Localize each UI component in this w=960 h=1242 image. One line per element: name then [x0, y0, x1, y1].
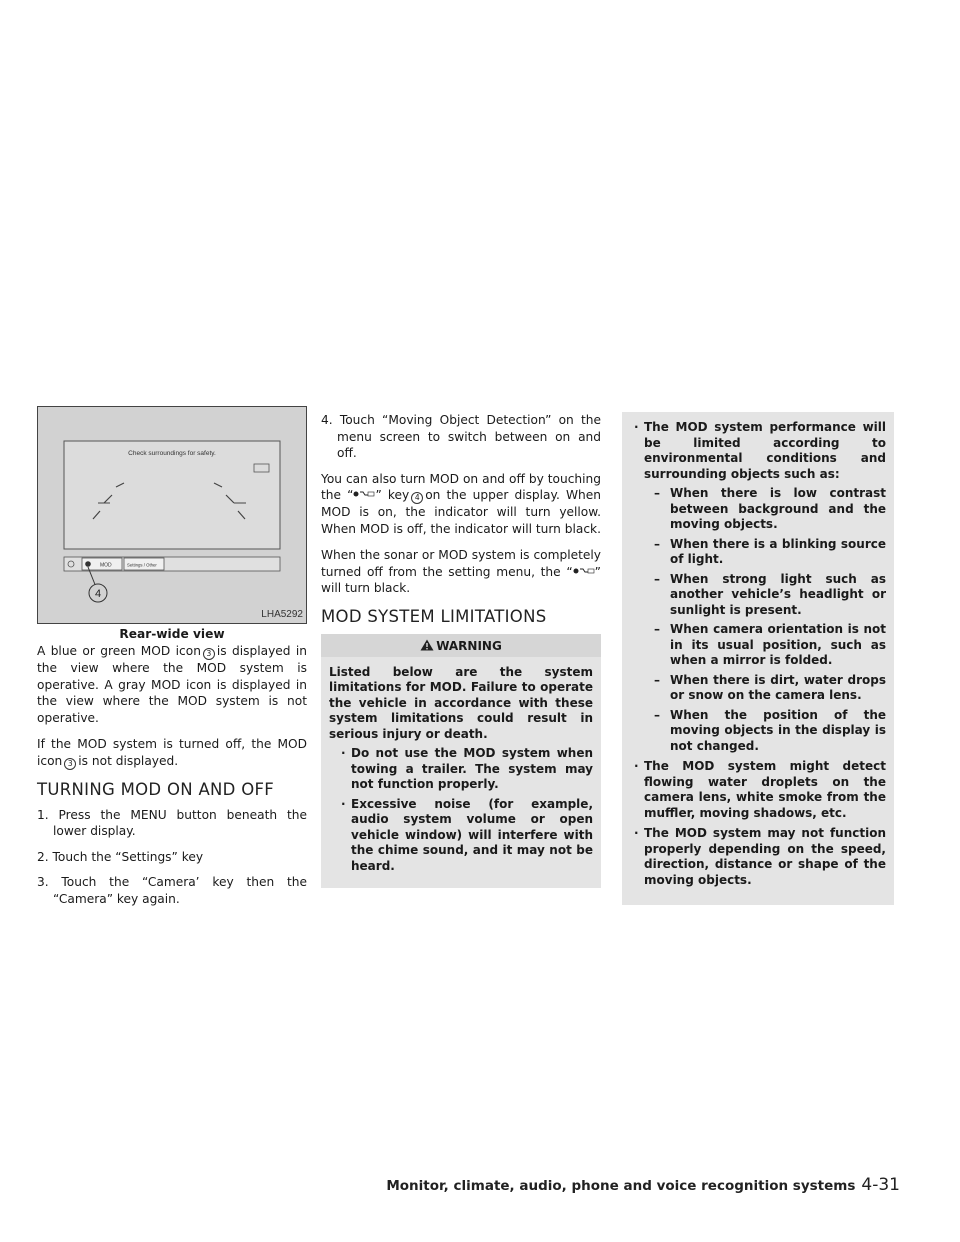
mod-key-paragraph: You can also turn MOD on and off by touching the “ ” key 4 on the upper display. When MOD is on, the indicator will turn yellow. When MOD is off, the indicator will turn black. — [321, 471, 601, 536]
section-heading-turning-mod: TURNING MOD ON AND OFF — [37, 779, 275, 799]
other-button-label: Settings / Other — [127, 562, 157, 568]
callout-3-icon: 3 — [64, 758, 76, 770]
step-2: 2. Touch the “Settings” key — [37, 849, 204, 864]
condition-item: – When the position of the moving objects in the display is not changed. — [654, 707, 886, 753]
conditions-list — [644, 486, 886, 754]
steps-list-continued — [321, 412, 601, 462]
steps-list — [37, 807, 307, 908]
right-column — [622, 412, 894, 905]
warning-icon — [420, 639, 434, 651]
figure-label: LHA5292 — [261, 609, 303, 620]
limitation-bullet: · The MOD system performance will be limited according to environmental conditions and surrounding objects such as: – When there is low contrast between background and the moving objects. – When there is a blinking source of light. – When strong light such as another vehicle’s headlight or sunlight is present. – When camera orientation is not in its usual position, such as when a mirror is folded. – When there is dirt, water drops or snow on the camera lens. – When the position of the moving objects in the display is not changed. — [634, 420, 886, 753]
mod-key-icon — [573, 567, 595, 575]
mod-key-icon — [353, 490, 375, 498]
warning-header — [321, 634, 601, 657]
limitation-bullet: · The MOD system might detect flowing water droplets on the camera lens, white smoke from the muffler, moving shadows, etc. — [634, 759, 886, 820]
section-heading-limitations: MOD SYSTEM LIMITATIONS — [321, 606, 547, 626]
middle-column — [321, 412, 601, 888]
condition-item: – When there is dirt, water drops or snow on the camera lens. — [654, 672, 886, 702]
step-4: 4. Touch “Moving Object Detection” on the menu screen to switch between on and off. — [321, 413, 601, 460]
warning-box — [321, 634, 601, 889]
figure-caption: Rear-wide view — [119, 627, 225, 641]
warning-bullet: · Excessive noise (for example, audio system volume or open vehicle window) will interfere with the chime sound, and it may not be heard. — [329, 797, 593, 875]
condition-item: – When there is low contrast between background and the moving objects. — [654, 486, 886, 531]
page-number: 4-31 — [861, 1175, 900, 1195]
screen-message: Check surroundings for safety. — [128, 450, 216, 457]
page-footer — [386, 1175, 900, 1195]
condition-item: – When there is a blinking source of light. — [654, 536, 886, 566]
mod-icon-paragraph: A blue or green MOD icon 3 is displayed in the view where the MOD system is operative. A gray MOD icon is displayed in the view where the MOD system is not operative. — [37, 644, 307, 725]
mod-button-label: MOD — [100, 562, 112, 569]
callout-4-icon: 4 — [411, 492, 423, 504]
warning-continued-box — [622, 412, 894, 905]
warning-bullets — [329, 746, 593, 874]
condition-item: – When camera orientation is not in its usual position, such as when a mirror is folded. — [654, 622, 886, 667]
callout-3-icon: 3 — [203, 648, 215, 660]
limitations-list — [630, 420, 886, 888]
camera-figure — [37, 406, 307, 624]
sonar-paragraph: When the sonar or MOD system is completely turned off from the setting menu, the “ ” will turn black. — [321, 548, 601, 595]
warning-bullet: · Do not use the MOD system when towing a trailer. The system may not function properly. — [329, 746, 593, 793]
warning-body — [321, 657, 601, 889]
callout-number: 4 — [94, 588, 102, 600]
mod-off-paragraph: If the MOD system is turned off, the MOD icon 3 is not displayed. — [37, 737, 307, 768]
warning-intro: Listed below are the system limitations for MOD. Failure to operate the vehicle in accordance with these system limitations could result in serious injury or death. — [329, 664, 593, 741]
camera-screen-illustration — [38, 407, 306, 623]
condition-item: – When strong light such as another vehicle’s headlight or sunlight is present. — [654, 571, 886, 617]
warning-title: WARNING — [436, 638, 502, 653]
limitation-bullet: · The MOD system may not function properly depending on the speed, direction, distance or shape of the moving objects. — [634, 826, 886, 887]
step-3: 3. Touch the “Camera’ key then the “Camera” key again. — [37, 875, 307, 906]
left-column — [37, 406, 307, 916]
footer-section-title: Monitor, climate, audio, phone and voice recognition systems — [386, 1178, 856, 1194]
step-1: 1. Press the MENU button beneath the lower display. — [37, 807, 307, 838]
